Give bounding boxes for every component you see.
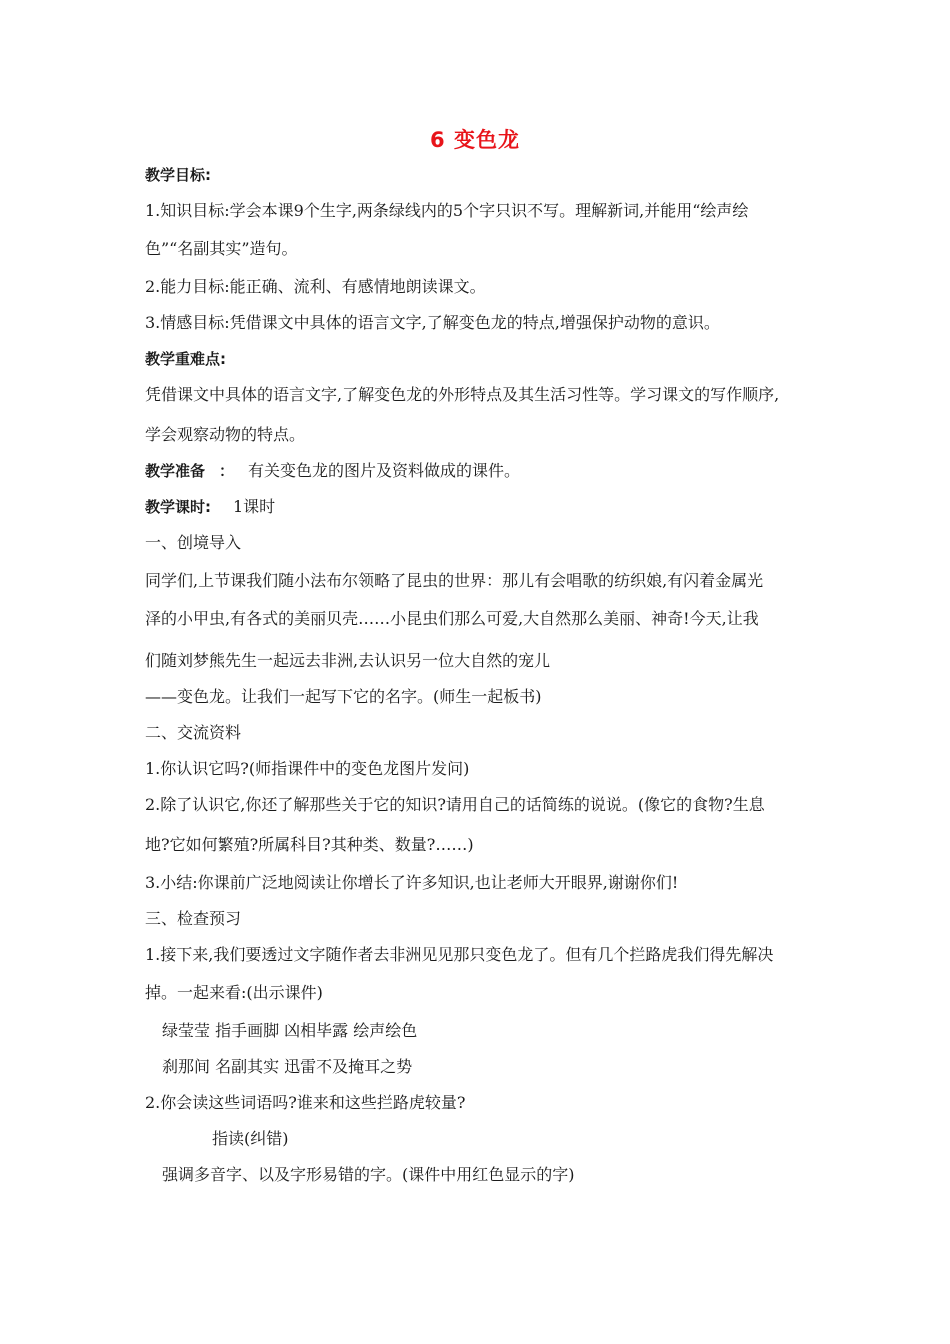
preparation-label: 教学准备 — [145, 462, 206, 480]
section-2-item-1: 1.你认识它吗?(师指课件中的变色龙图片发问) — [145, 759, 470, 778]
preparation-value: 有关变色龙的图片及资料做成的课件。 — [248, 461, 521, 480]
section-3-read-note: 指读(纠错) — [212, 1129, 289, 1148]
vocabulary-row-1: 绿莹莹 指手画脚 凶相毕露 绘声绘色 — [162, 1021, 418, 1040]
section-2-item-2-line-2: 地?它如何繁殖?所属科目?其种类、数量?……) — [145, 835, 474, 854]
section-1-para-line-3: 们随刘梦熊先生一起远去非洲,去认识另一位大自然的宠儿 — [145, 651, 551, 670]
goal-1-line-2: 色”“名副其实”造句。 — [145, 239, 298, 258]
section-3-emphasis-note: 强调多音字、以及字形易错的字。(课件中用红色显示的字) — [162, 1165, 575, 1184]
preparation-row — [145, 460, 520, 482]
section-3-item-1-line-1: 1.接下来,我们要透过文字随作者去非洲见见那只变色龙了。但有几个拦路虎我们得先解决 — [145, 945, 774, 964]
section-1-para-line-1: 同学们,上节课我们随小法布尔领略了昆虫的世界：那儿有会唱歌的纺织娘,有闪着金属光 — [145, 571, 764, 590]
section-3-item-2: 2.你会读这些词语吗?谁来和这些拦路虎较量? — [145, 1093, 466, 1112]
goal-1-line-1: 1.知识目标:学会本课9个生字,两条绿线内的5个字只识不写。理解新词,并能用“绘声绘 — [145, 201, 749, 220]
key-points-heading: 教学重难点: — [145, 350, 226, 368]
section-3-heading: 三、检查预习 — [145, 909, 242, 928]
goal-3: 3.情感目标:凭借课文中具体的语言文字,了解变色龙的特点,增强保护动物的意识。 — [145, 313, 720, 332]
preparation-colon: ： — [219, 462, 235, 480]
lesson-title: 6 变色龙 — [430, 128, 520, 152]
section-1-para-line-2: 泽的小甲虫,有各式的美丽贝壳……小昆虫们那么可爱,大自然那么美丽、神奇!今天,让我 — [145, 609, 759, 628]
section-1-heading: 一、创境导入 — [145, 533, 242, 552]
key-points-line-2: 学会观察动物的特点。 — [145, 425, 306, 444]
key-points-line-1: 凭借课文中具体的语言文字,了解变色龙的外形特点及其生活习性等。学习课文的写作顺序, — [145, 385, 780, 404]
lesson-time-value: 1课时 — [233, 497, 276, 516]
vocabulary-row-2: 刹那间 名副其实 迅雷不及掩耳之势 — [162, 1057, 413, 1076]
section-2-heading: 二、交流资料 — [145, 723, 242, 742]
lesson-time-label: 教学课时: — [145, 498, 211, 516]
section-3-item-1-line-2: 掉。一起来看:(出示课件) — [145, 983, 323, 1002]
goal-2: 2.能力目标:能正确、流利、有感情地朗读课文。 — [145, 277, 486, 296]
lesson-time-row — [145, 496, 275, 518]
section-2-item-3: 3.小结:你课前广泛地阅读让你增长了许多知识,也让老师大开眼界,谢谢你们! — [145, 873, 679, 892]
section-1-para-line-4: ——变色龙。让我们一起写下它的名字。(师生一起板书) — [145, 687, 542, 706]
goals-heading: 教学目标: — [145, 166, 211, 184]
section-2-item-2-line-1: 2.除了认识它,你还了解那些关于它的知识?请用自己的话简练的说说。(像它的食物?生息 — [145, 795, 765, 814]
